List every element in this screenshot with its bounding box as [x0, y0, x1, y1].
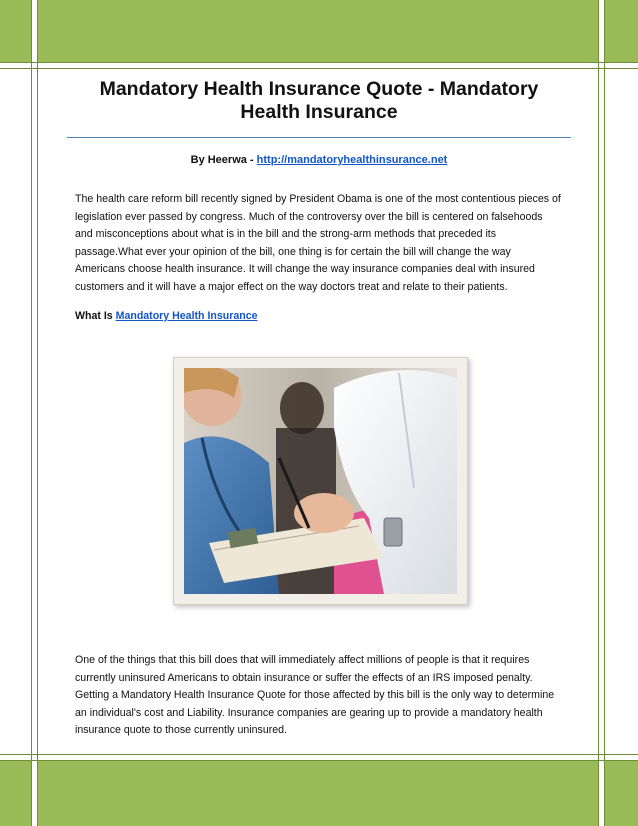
- title-rule: [67, 137, 571, 138]
- what-is-line: [75, 308, 563, 326]
- byline-link[interactable]: http://mandatoryhealthinsurance.net: [256, 154, 448, 166]
- byline: [75, 154, 563, 166]
- doctor-patient-illustration: [184, 368, 457, 594]
- photo-frame: [173, 357, 468, 605]
- page-title: Mandatory Health Insurance Quote - Mandatory Health Insurance: [99, 78, 539, 123]
- header-divider: [0, 68, 638, 69]
- footer-band: [0, 760, 638, 826]
- footer-divider: [0, 754, 638, 755]
- right-frame-line: [604, 0, 605, 826]
- paragraph-intro: The health care reform bill recently signed by President Obama is one of the most contentious pieces of legislation ever passed by congress. Much of the controversy over the bill is centered on falsehoods and misconceptions about what is in the bill and the strong-arm methods that preceded its passage.What ever your opinion of the bill, one thing is for certain the bill will change the way Americans choose health insurance. It will change the way insurance companies deal with insured customers and it will have a major effect on the way doctors treat and relate to their patients.: [75, 193, 561, 293]
- doctor-photo: [184, 368, 457, 594]
- left-frame-line: [37, 0, 38, 826]
- right-frame-line: [598, 0, 599, 826]
- byline-author: By Heerwa -: [190, 154, 257, 166]
- left-frame-line: [31, 0, 32, 826]
- footer-divider: [0, 760, 638, 761]
- paragraph-body: One of the things that this bill does that will immediately affect millions of people is that it requires currently uninsured Americans to obtain insurance or suffer the effects of an IRS imposed penalty. Getting a Mandatory Health Insurance Quote for those affected by this bill is the only way to determine an individual's cost and Liability. Insurance companies are gearing up to provide a mandatory health insurance quote to those currently uninsured.: [75, 654, 555, 736]
- what-is-link[interactable]: Mandatory Health Insurance: [115, 310, 258, 322]
- what-is-label: What Is: [75, 310, 116, 322]
- article: [75, 78, 563, 326]
- header-band: [0, 0, 638, 62]
- header-divider: [0, 62, 638, 63]
